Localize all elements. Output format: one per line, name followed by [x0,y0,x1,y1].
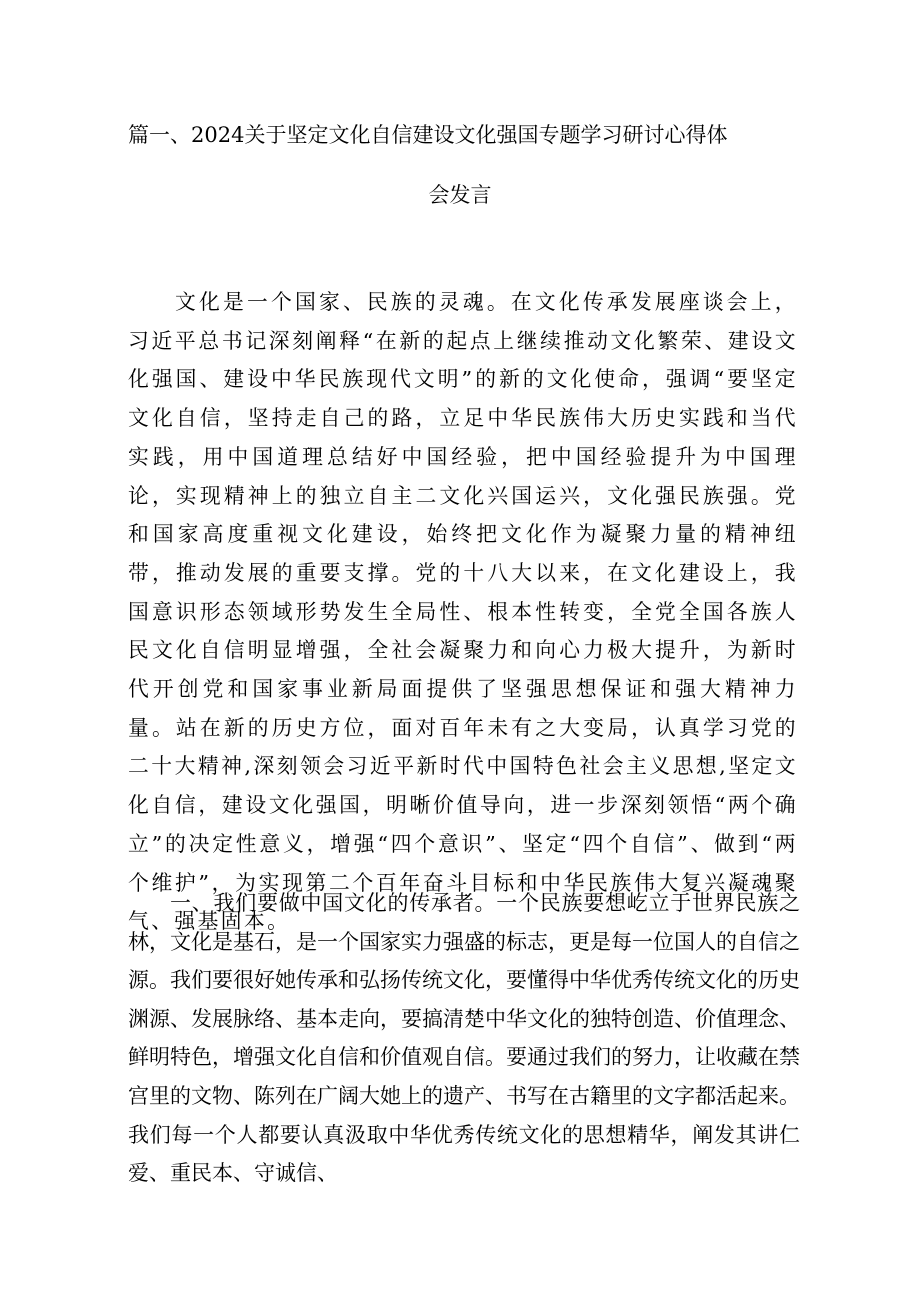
document-title-line-1: 篇一、2024关于坚定文化自信建设文化强国专题学习研讨心得体 [128,123,728,147]
document-title-line-2: 会发言 [428,183,492,207]
body-paragraph-2: 一、我们要做中国文化的传承者。一个民族要想屹立于世界民族之林，文化是基石，是一个国家实力强盛的标志，更是每一位国人的自信之源。我们要很好她传承和弘扬传统文化，要懂得中华优秀传统文化的历史渊源、发展脉络、基本走向，要搞清楚中华文化的独特创造、价值理念、鲜明特色，增强文化自信和价值观自信。要通过我们的努力，让收藏在禁宫里的文物、陈列在广阔大她上的遗产、书写在古籍里的文字都活起来。我们每一个人都要认真汲取中华优秀传统文化的思想精华，阐发其讲仁爱、重民本、守诚信、 [128,891,800,1186]
body-paragraph-1: 文化是一个国家、民族的灵魂。在文化传承发展座谈会上，习近平总书记深刻阐释“在新的起点上继续推动文化繁荣、建设文化强国、建设中华民族现代文明”的新的文化使命，强调“要坚定文化自信，坚持走自己的路，立足中华民族伟大历史实践和当代实践，用中国道理总结好中国经验，把中国经验提升为中国理论，实现精神上的独立自主二文化兴国运兴，文化强民族强。党和国家高度重视文化建设，始终把文化作为凝聚力量的精神纽带，推动发展的重要支撑。党的十八大以来，在文化建设上，我国意识形态领域形势发生全局性、根本性转变，全党全国各族人民文化自信明显增强，全社会凝聚力和向心力极大提升，为新时代开创党和国家事业新局面提供了坚强思想保证和强大精神力量。站在新的历史方位，面对百年未有之大变局，认真学习党的二十大精神,深刻领会习近平新时代中国特色社会主义思想,坚定文化自信，建设文化强国，明晰价值导向，进一步深刻领悟“两个确立”的决定性意义，增强“四个意识”、坚定“四个自信”、做到“两个维护”，为实现第二个百年奋斗目标和中华民族伟大复兴凝魂聚气、强基固本。 [128,290,798,934]
